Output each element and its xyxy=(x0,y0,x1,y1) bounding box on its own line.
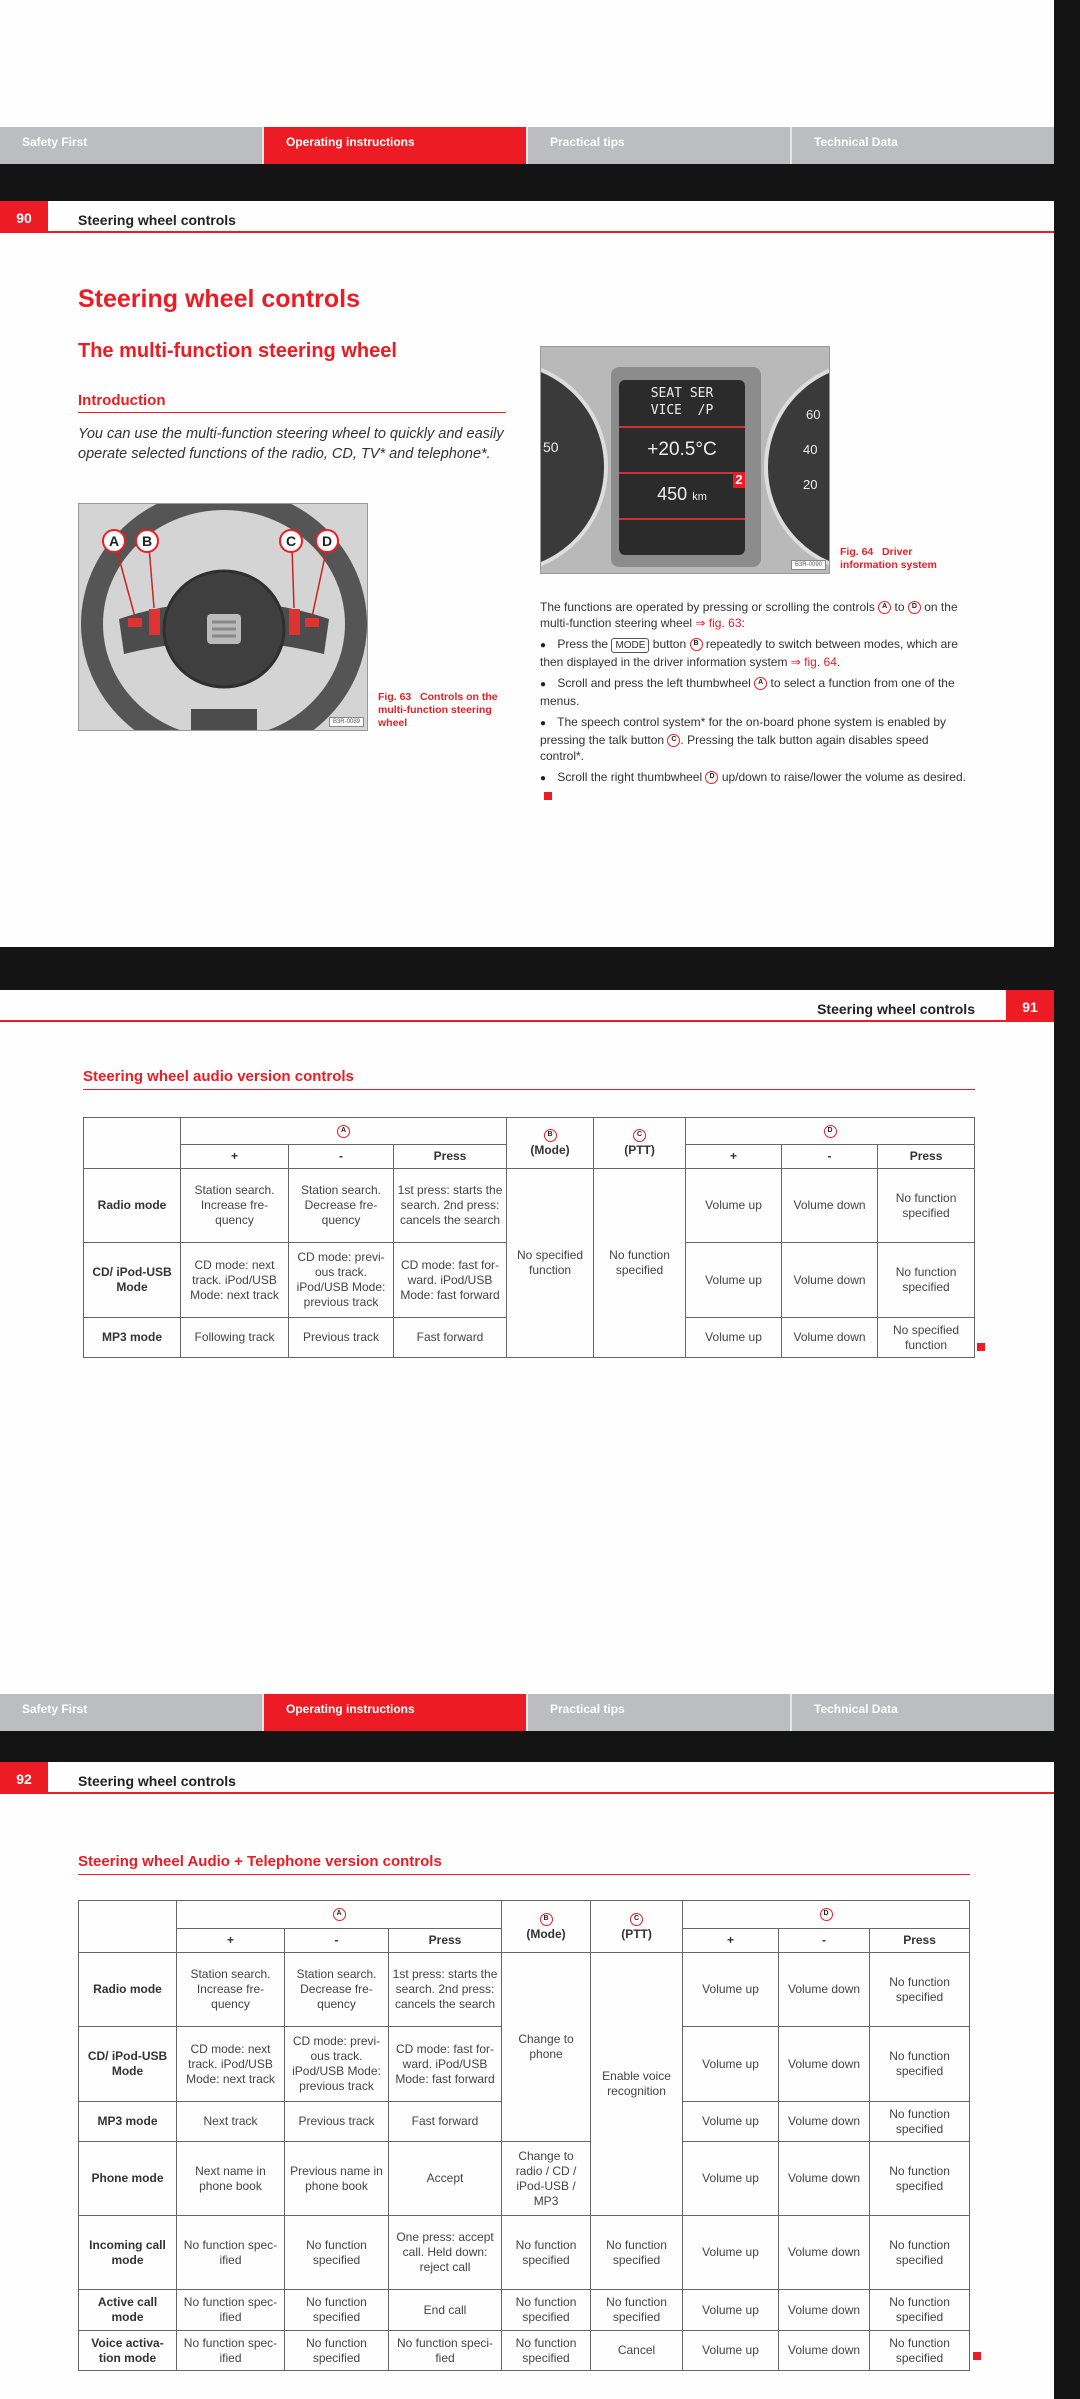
cell: Previous name in phone book xyxy=(285,2142,389,2216)
col-d-minus: - xyxy=(779,1929,870,1953)
control-c-icon: C xyxy=(667,734,680,747)
page-title: Steering wheel controls xyxy=(78,285,361,313)
section-title: Steering wheel audio version controls xyxy=(83,1068,975,1090)
section-subtitle: The multi-function steering wheel xyxy=(78,340,397,362)
label-c-marker: C xyxy=(279,529,303,553)
cell: Previous track xyxy=(289,1318,394,1358)
page-number: 92 xyxy=(0,1762,48,1794)
cell: Volume up xyxy=(683,1953,779,2027)
fig64-text: Driver information system xyxy=(840,546,937,571)
mode-label: (Mode) xyxy=(530,1143,570,1157)
col-a-plus: + xyxy=(181,1145,289,1169)
header-rule xyxy=(0,231,1054,233)
col-a-plus: + xyxy=(177,1929,285,1953)
text: The functions are operated by pressing or scrolling the controls xyxy=(540,600,875,614)
text: Scroll and press the left thumbwheel xyxy=(557,676,751,690)
cell: One press: accept call. Held down: reject call xyxy=(389,2216,502,2290)
cell: Volume down xyxy=(782,1169,878,1243)
cell: No specified function xyxy=(878,1318,975,1358)
cell: Volume up xyxy=(683,2027,779,2102)
group-a-header xyxy=(177,1901,502,1929)
text: up/down to raise/lower the volume as desired. xyxy=(721,770,966,784)
cell: Volume down xyxy=(779,1953,870,2027)
section-end-marker xyxy=(977,1343,985,1351)
cell: Fast forward xyxy=(394,1318,507,1358)
gauge-left-label: 50 xyxy=(543,439,559,455)
text: to xyxy=(894,600,905,614)
cell: No function specified xyxy=(285,2216,389,2290)
gauge-right-label-20: 20 xyxy=(803,477,818,492)
display-line-2: VICE /P xyxy=(650,403,714,418)
tab-technical-data[interactable]: Technical Data xyxy=(790,1694,1054,1731)
group-d-header xyxy=(683,1901,970,1929)
fig64-caption xyxy=(840,546,960,572)
cell: No function spec-ified xyxy=(177,2331,285,2371)
table-row xyxy=(79,2331,970,2371)
section-end-marker xyxy=(973,2352,981,2360)
text: on the multi-function steering wheel xyxy=(540,600,958,630)
bullet-speech-control xyxy=(540,714,970,764)
text: button xyxy=(652,637,687,651)
running-title: Steering wheel controls xyxy=(817,1001,975,1017)
group-a-header xyxy=(181,1118,507,1145)
page-number: 90 xyxy=(0,201,48,233)
cell: No function specified xyxy=(870,2216,970,2290)
col-a-press: Press xyxy=(394,1145,507,1169)
tab-safety-first[interactable]: Safety First xyxy=(22,1702,88,1716)
chapter-tab-bar xyxy=(0,1694,1054,1731)
section-end-marker xyxy=(544,792,552,800)
figure-steering-wheel xyxy=(78,503,368,731)
cell: No function specified xyxy=(870,2290,970,2331)
label-b-marker: B xyxy=(135,529,159,553)
cell: No function specified xyxy=(878,1169,975,1243)
instructions-body xyxy=(540,599,970,808)
cell: No function specified xyxy=(870,2102,970,2142)
table-row xyxy=(84,1169,975,1243)
cell: No function specified xyxy=(870,2142,970,2216)
row-header: CD/ iPod-USB Mode xyxy=(79,2027,177,2102)
control-d-icon: D xyxy=(705,771,718,784)
manual-page-90 xyxy=(0,0,1054,947)
control-a-icon: A xyxy=(333,1908,346,1921)
row-header: Radio mode xyxy=(79,1953,177,2027)
table-row xyxy=(79,2142,970,2216)
cell-c-merged: No function specified xyxy=(594,1169,686,1358)
running-title: Steering wheel controls xyxy=(78,212,236,228)
cell: Volume up xyxy=(683,2216,779,2290)
cell-b-merged: No specified function xyxy=(507,1169,594,1358)
label-d-marker: D xyxy=(315,529,339,553)
text: The speech control system* for the on-board phone system is enabled by pressing the talk button xyxy=(540,715,947,747)
cell: Change to radio / CD / iPod-USB / MP3 xyxy=(502,2142,591,2216)
cell-b-merged: Change to phone xyxy=(502,1953,591,2142)
cell: CD mode: next track. iPod/USB Mode: next track xyxy=(177,2027,285,2102)
range-unit: km xyxy=(692,491,707,503)
table-row xyxy=(79,2290,970,2331)
control-b-icon: B xyxy=(540,1913,553,1926)
group-c-header xyxy=(594,1118,686,1169)
bullet-mode-button xyxy=(540,636,970,670)
cell: No function specified xyxy=(502,2216,591,2290)
control-d-icon: D xyxy=(908,601,921,614)
viewer-scroll-edge xyxy=(1054,0,1080,2399)
cell: Next name in phone book xyxy=(177,2142,285,2216)
running-header xyxy=(0,201,1054,233)
figure-code: B3R-0090 xyxy=(791,560,826,570)
control-c-icon: C xyxy=(630,1913,643,1926)
figure-driver-information-system xyxy=(540,346,830,574)
cell: No function specified xyxy=(502,2331,591,2371)
cell: CD mode: next track. iPod/USB Mode: next track xyxy=(181,1243,289,1318)
cell: Volume up xyxy=(683,2331,779,2371)
cell: No function specified xyxy=(591,2216,683,2290)
control-c-icon: C xyxy=(633,1129,646,1142)
text: Press the xyxy=(557,637,609,651)
bullet-right-thumbwheel xyxy=(540,769,970,803)
tab-safety-first[interactable]: Safety First xyxy=(22,135,88,149)
corner-cell xyxy=(79,1901,177,1953)
display-temperature: +20.5°C xyxy=(647,439,717,460)
page-separator xyxy=(0,164,1054,201)
audio-controls-table xyxy=(83,1117,975,1358)
row-header: Active call mode xyxy=(79,2290,177,2331)
row-header: MP3 mode xyxy=(79,2102,177,2142)
cell: Volume down xyxy=(782,1243,878,1318)
cell: Station search. Increase fre-quency xyxy=(181,1169,289,1243)
display-range xyxy=(619,484,745,505)
running-header xyxy=(0,990,1054,1022)
cell: Volume down xyxy=(779,2102,870,2142)
section-heading-introduction: Introduction xyxy=(78,392,506,413)
group-b-header xyxy=(502,1901,591,1953)
control-b-icon: B xyxy=(690,638,703,651)
cell: CD mode: fast for-ward. iPod/USB Mode: fast forward xyxy=(389,2027,502,2102)
control-d-icon: D xyxy=(824,1125,837,1138)
cell: Volume down xyxy=(779,2142,870,2216)
chapter-tab-bar xyxy=(0,127,1054,164)
cell: No function specified xyxy=(591,2290,683,2331)
control-d-icon: D xyxy=(820,1908,833,1921)
cell: 1st press: starts the search. 2nd press: cancels the search xyxy=(389,1953,502,2027)
group-d-header xyxy=(686,1118,975,1145)
cell: No function specified xyxy=(870,2027,970,2102)
gauge-right-label-40: 40 xyxy=(803,442,818,457)
cell: Volume up xyxy=(686,1318,782,1358)
cell: No function speci-fied xyxy=(389,2331,502,2371)
ptt-label: (PTT) xyxy=(624,1143,655,1157)
cell: End call xyxy=(389,2290,502,2331)
cell: Accept xyxy=(389,2142,502,2216)
cell: Next track xyxy=(177,2102,285,2142)
cell: No function specified xyxy=(285,2290,389,2331)
cell: Previous track xyxy=(285,2102,389,2142)
fig63-caption xyxy=(378,691,498,730)
tab-technical-data[interactable]: Technical Data xyxy=(790,127,1054,164)
cell: Station search. Increase fre-quency xyxy=(177,1953,285,2027)
cell: No function spec-ified xyxy=(177,2216,285,2290)
cell: Volume up xyxy=(686,1243,782,1318)
col-d-plus: + xyxy=(686,1145,782,1169)
label-a-marker: A xyxy=(102,529,126,553)
row-header: Incoming call mode xyxy=(79,2216,177,2290)
text: : xyxy=(741,616,745,630)
figure-code: B3R-0089 xyxy=(329,717,364,727)
cell: Volume down xyxy=(779,2027,870,2102)
col-a-minus: - xyxy=(289,1145,394,1169)
header-rule xyxy=(0,1020,1054,1022)
range-value: 450 xyxy=(657,484,688,504)
header-rule xyxy=(0,1792,1054,1794)
section-title: Steering wheel Audio + Telephone version controls xyxy=(78,1853,970,1875)
cell: No function specified xyxy=(502,2290,591,2331)
link-fig-64[interactable]: ⇒ fig. 64 xyxy=(790,655,837,669)
cell: Volume up xyxy=(683,2142,779,2216)
cell: Volume down xyxy=(779,2290,870,2331)
ptt-label: (PTT) xyxy=(621,1926,652,1941)
row-header: Radio mode xyxy=(84,1169,181,1243)
col-d-plus: + xyxy=(683,1929,779,1953)
audio-telephone-controls-table xyxy=(78,1900,970,2371)
manual-page-91 xyxy=(0,990,1054,1696)
mode-label: (Mode) xyxy=(526,1926,566,1941)
cell: 1st press: starts the search. 2nd press: cancels the search xyxy=(394,1169,507,1243)
cell: Volume up xyxy=(683,2290,779,2331)
gauge-right-label-60: 60 xyxy=(806,407,821,422)
control-a-icon: A xyxy=(337,1125,350,1138)
col-a-press: Press xyxy=(389,1929,502,1953)
cell: No function specified xyxy=(878,1243,975,1318)
cell: Station search. Decrease fre-quency xyxy=(285,1953,389,2027)
col-d-press: Press xyxy=(878,1145,975,1169)
control-b-icon: B xyxy=(544,1129,557,1142)
control-a-icon: A xyxy=(754,677,767,690)
table-row xyxy=(79,2216,970,2290)
bullet-left-thumbwheel xyxy=(540,675,970,709)
col-a-minus: - xyxy=(285,1929,389,1953)
tab-practical-tips[interactable]: Practical tips xyxy=(526,127,790,164)
page-number: 91 xyxy=(1006,990,1054,1022)
cell-c-merged: Enable voice recognition xyxy=(591,1953,683,2216)
corner-cell xyxy=(84,1118,181,1169)
running-title: Steering wheel controls xyxy=(78,1773,236,1789)
cell: Volume up xyxy=(683,2102,779,2142)
cell: No function specified xyxy=(870,2331,970,2371)
cell: Fast forward xyxy=(389,2102,502,2142)
display-message xyxy=(619,385,745,419)
text: Scroll the right thumbwheel xyxy=(557,770,703,784)
cell: Volume up xyxy=(686,1169,782,1243)
intro-text: You can use the multi-function steering wheel to quickly and easily operate selected functions of the radio, CD, TV* and telephone*. xyxy=(78,426,504,462)
text: . Pressing the talk button again disables speed control*. xyxy=(540,733,929,763)
cell: Cancel xyxy=(591,2331,683,2371)
tab-operating-instructions[interactable]: Operating instructions xyxy=(262,1694,526,1731)
row-header: CD/ iPod-USB Mode xyxy=(84,1243,181,1318)
lead-paragraph xyxy=(540,599,970,631)
text: . xyxy=(836,655,841,669)
cell: CD mode: previ-ous track. iPod/USB Mode: previous track xyxy=(289,1243,394,1318)
cell: Station search. Decrease fre-quency xyxy=(289,1169,394,1243)
row-header: MP3 mode xyxy=(84,1318,181,1358)
col-d-minus: - xyxy=(782,1145,878,1169)
cell: CD mode: fast for-ward. iPod/USB Mode: fast forward xyxy=(394,1243,507,1318)
running-header xyxy=(0,1762,1054,1794)
col-d-press: Press xyxy=(870,1929,970,1953)
cell: No function specified xyxy=(870,1953,970,2027)
fig63-text: Controls on the multi-function steering wheel xyxy=(378,691,498,729)
row-header: Voice activa-tion mode xyxy=(79,2331,177,2371)
table-row xyxy=(79,1953,970,2027)
cell: No function specified xyxy=(285,2331,389,2371)
cell: Volume down xyxy=(779,2331,870,2371)
cell: Following track xyxy=(181,1318,289,1358)
tab-operating-instructions[interactable]: Operating instructions xyxy=(262,127,526,164)
tab-practical-tips[interactable]: Practical tips xyxy=(526,1694,790,1731)
fig63-number: Fig. 63 xyxy=(378,691,412,703)
mode-key-icon: MODE xyxy=(611,638,649,653)
cell: No function spec-ified xyxy=(177,2290,285,2331)
cell: Volume down xyxy=(782,1318,878,1358)
row-header: Phone mode xyxy=(79,2142,177,2216)
display-marker: 2 xyxy=(733,472,745,488)
link-fig-63[interactable]: ⇒ fig. 63 xyxy=(695,616,742,630)
manual-page-92 xyxy=(0,1762,1054,2399)
text: to select a function from one of the menus. xyxy=(540,676,955,708)
fig64-number: Fig. 64 xyxy=(840,546,874,558)
display-line-1: SEAT SER xyxy=(650,386,714,401)
group-c-header xyxy=(591,1901,683,1953)
text: repeatedly to switch between modes, which are then displayed in the driver information system xyxy=(540,637,958,669)
group-b-header xyxy=(507,1118,594,1169)
control-a-icon: A xyxy=(878,601,891,614)
cell: CD mode: previ-ous track. iPod/USB Mode: previous track xyxy=(285,2027,389,2102)
cell: Volume down xyxy=(779,2216,870,2290)
